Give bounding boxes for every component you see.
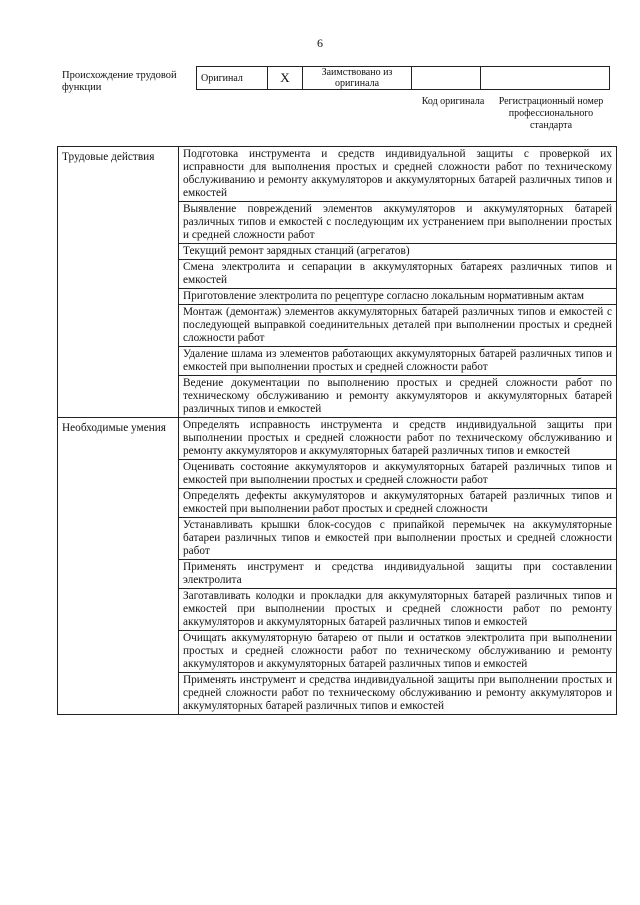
- section-title: Трудовые действия: [58, 147, 179, 418]
- code-caption: Код оригинала: [421, 96, 485, 107]
- table-cell: Текущий ремонт зарядных станций (агрегатов): [179, 244, 617, 260]
- origin-label: Происхождение трудовой функции: [62, 70, 177, 93]
- borrowed-cell: Заимствовано из оригинала: [303, 67, 412, 90]
- origin-table: [196, 66, 610, 90]
- functions-table: [57, 146, 617, 715]
- table-cell: Применять инструмент и средства индивидуальной защиты при выполнении простых и средней сложности работ по техническому обслуживанию и ремонту аккумуляторов и аккумуляторных батарей различных типов и емкостей: [179, 673, 617, 715]
- reg-number-cell: [481, 67, 610, 90]
- table-cell: Устанавливать крышки блок-сосудов с припайкой перемычек на аккумуляторные батареи различных типов и емкостей при выполнении простых и средней сложности работ: [179, 518, 617, 560]
- section-title: Необходимые умения: [58, 418, 179, 715]
- table-cell: Определять дефекты аккумуляторов и аккумуляторных батарей различных типов и емкостей при выполнении работ простых и средней сложности: [179, 489, 617, 518]
- table-cell: Очищать аккумуляторную батарею от пыли и остатков электролита при выполнении простых и средней сложности работ по техническому обслуживанию и ремонту аккумуляторов и аккумуляторных батарей различных типов и емкостей: [179, 631, 617, 673]
- table-cell: Подготовка инструмента и средств индивидуальной защиты с проверкой их исправности для выполнения простых и средней сложности работ по техническому обслуживанию и ремонту аккумуляторов и аккумуляторных батарей различных типов и емкостей: [179, 147, 617, 202]
- table-cell: Приготовление электролита по рецептуре согласно локальным нормативным актам: [179, 289, 617, 305]
- table-cell: Ведение документации по выполнению простых и средней сложности работ по техническому обслуживанию и ремонту аккумуляторов и аккумуляторных батарей различных типов и емкостей: [179, 376, 617, 418]
- table-cell: Смена электролита и сепарации в аккумуляторных батареях различных типов и емкостей: [179, 260, 617, 289]
- table-cell: Выявление повреждений элементов аккумуляторов и аккумуляторных батарей различных типов и емкостей с последующим их устранением при выполнении простых и средней сложности работ: [179, 202, 617, 244]
- table-row: [58, 147, 617, 202]
- code-cell: [412, 67, 481, 90]
- table-row: [58, 418, 617, 460]
- original-cell: Оригинал: [197, 67, 268, 90]
- table-cell: Удаление шлама из элементов работающих аккумуляторных батарей различных типов и емкостей при выполнении простых и средней сложности работ: [179, 347, 617, 376]
- original-mark: X: [268, 67, 303, 90]
- table-cell: Заготавливать колодки и прокладки для аккумуляторных батарей различных типов и емкостей при выполнении простых и средней сложности работ по ремонту аккумуляторов и аккумуляторных батарей различных типов и емкостей: [179, 589, 617, 631]
- table-cell: Монтаж (демонтаж) элементов аккумуляторных батарей различных типов и емкостей с последующей выправкой соединительных деталей при выполнении простых и средней сложности работ: [179, 305, 617, 347]
- table-cell: Применять инструмент и средства индивидуальной защиты при составлении электролита: [179, 560, 617, 589]
- table-cell: Оценивать состояние аккумуляторов и аккумуляторных батарей различных типов и емкостей при выполнении простых и средней сложности работ: [179, 460, 617, 489]
- page-number: 6: [317, 36, 323, 50]
- table-cell: Определять исправность инструмента и средств индивидуальной защиты при выполнении простых и средней сложности работ по техническому обслуживанию и ремонту аккумуляторов и аккумуляторных батарей различных типов и емкостей: [179, 418, 617, 460]
- reg-number-caption: Регистрационный номер профессионального стандарта: [498, 96, 604, 131]
